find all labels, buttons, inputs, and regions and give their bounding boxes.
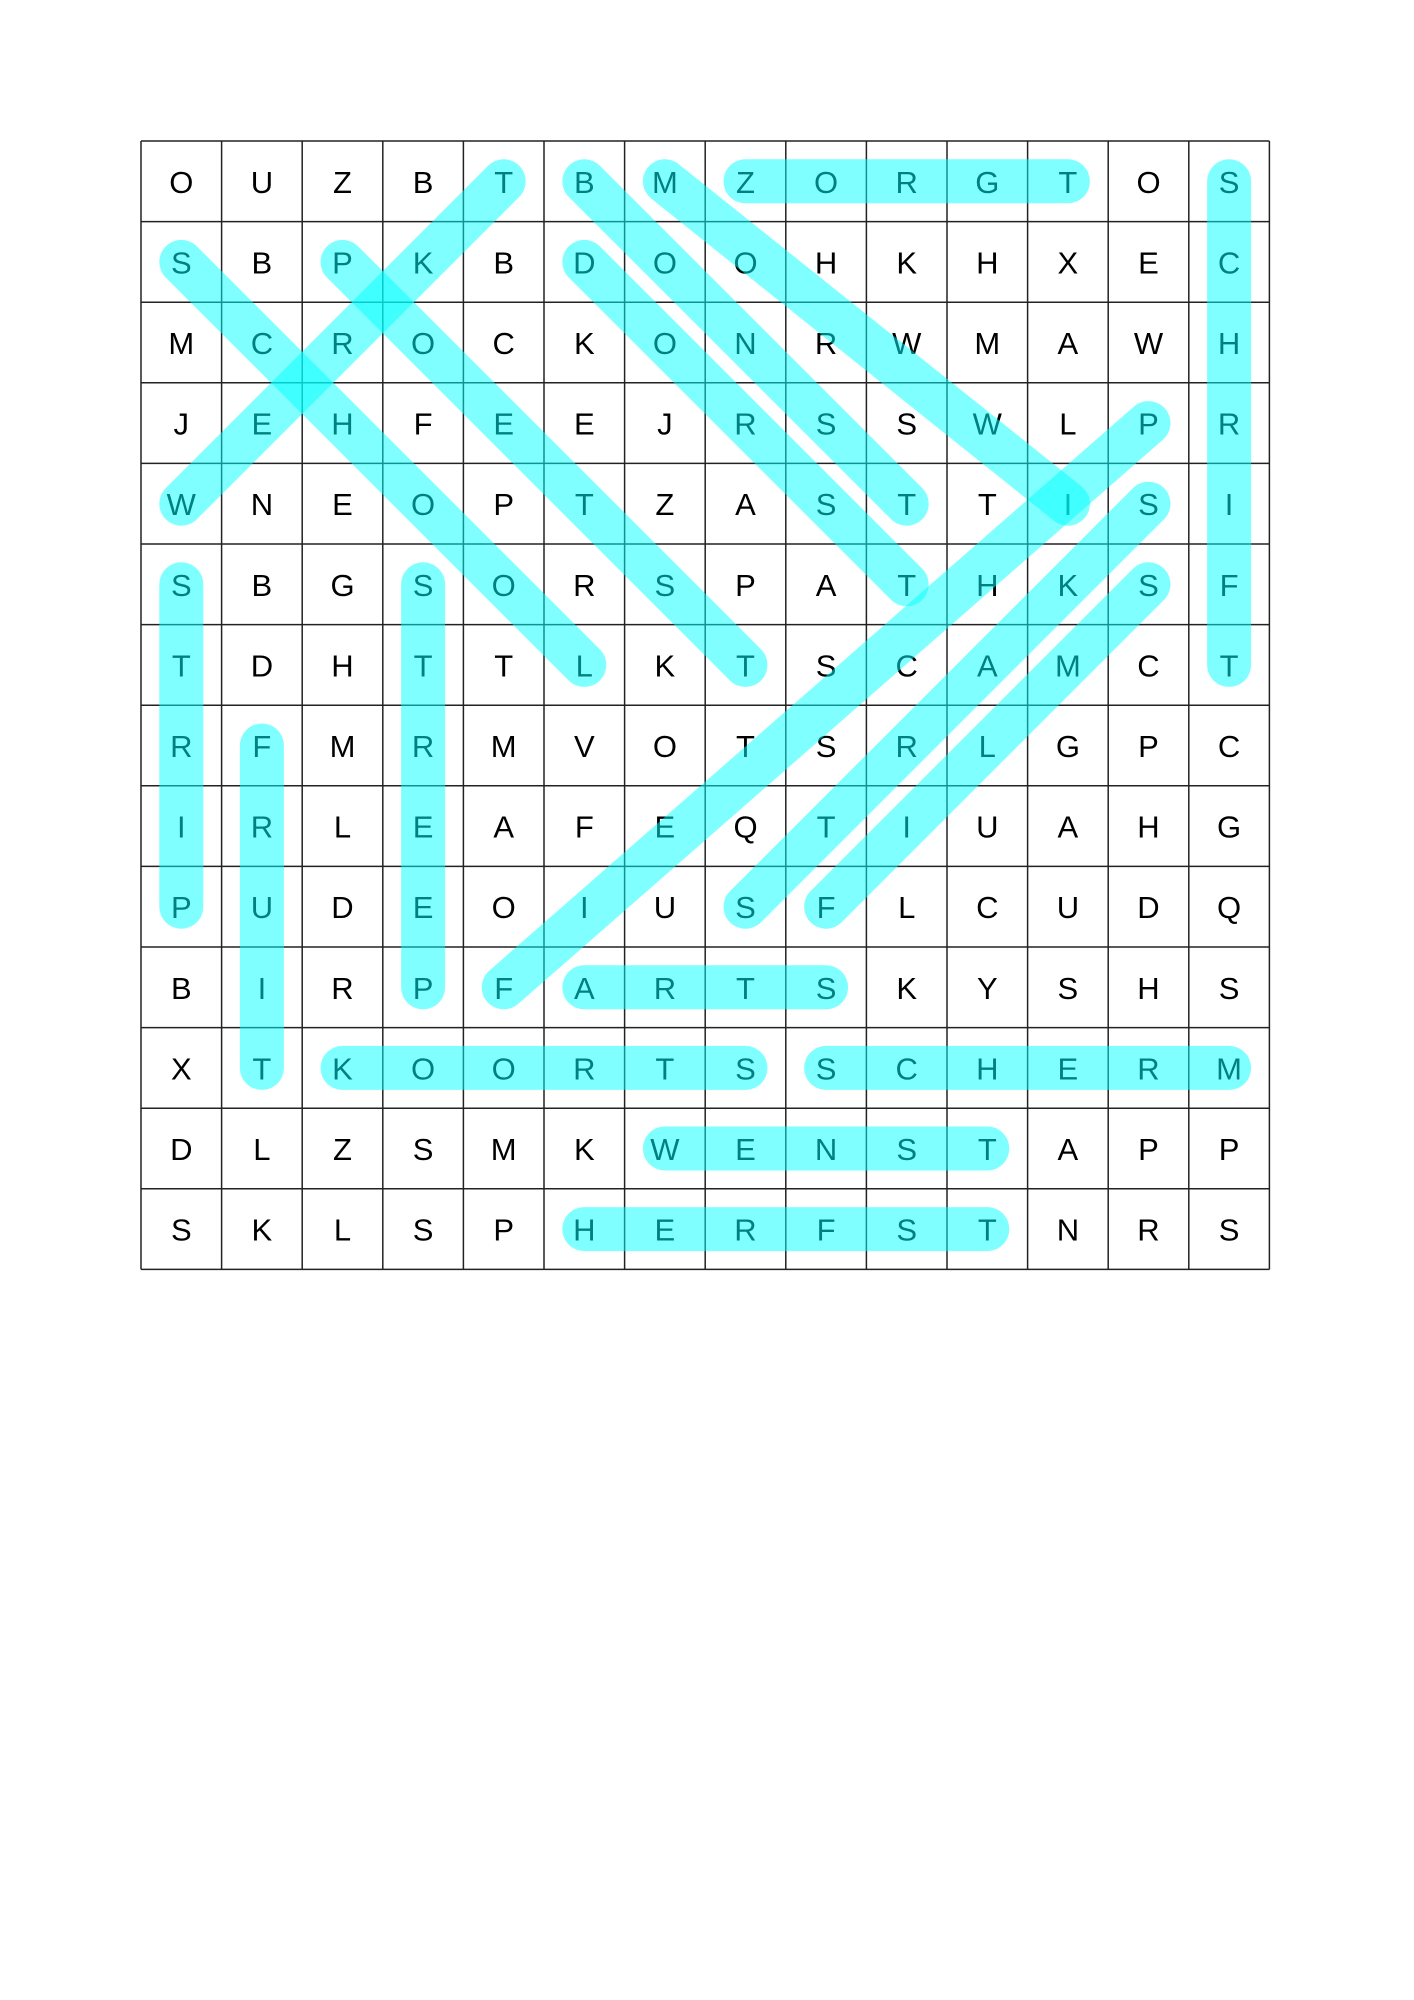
grid-letter[interactable]: K — [654, 648, 676, 684]
grid-letter[interactable]: R — [573, 1051, 596, 1087]
grid-letter[interactable]: O — [491, 890, 516, 926]
grid-letter[interactable]: R — [734, 406, 757, 442]
grid-letter[interactable]: R — [1217, 406, 1241, 442]
grid-letter[interactable]: D — [1137, 890, 1160, 926]
grid-letter[interactable]: U — [653, 890, 677, 926]
grid-letter[interactable]: T — [574, 487, 594, 523]
grid-letter[interactable]: S — [1218, 1212, 1240, 1248]
grid-letter[interactable]: O — [733, 245, 758, 281]
grid-letter[interactable]: Y — [976, 970, 998, 1006]
grid-letter[interactable]: M — [168, 326, 195, 361]
grid-letter[interactable]: N — [1056, 1212, 1080, 1248]
grid-letter[interactable]: R — [331, 970, 354, 1006]
grid-letter[interactable]: X — [1057, 245, 1079, 281]
grid-letter[interactable]: S — [654, 567, 676, 603]
grid-letter[interactable]: U — [1056, 890, 1080, 926]
grid-letter[interactable]: E — [412, 809, 434, 845]
grid-letter[interactable]: B — [412, 164, 434, 200]
grid-letter[interactable]: E — [573, 406, 595, 442]
grid-letter[interactable]: H — [1137, 809, 1160, 845]
grid-letter[interactable]: O — [652, 729, 677, 764]
grid-letter[interactable]: C — [1217, 245, 1241, 281]
grid-letter[interactable]: S — [1057, 970, 1079, 1006]
grid-letter[interactable]: T — [655, 1051, 675, 1087]
grid-letter[interactable]: M — [490, 1132, 517, 1167]
grid-letter[interactable]: J — [657, 406, 673, 442]
grid-letter[interactable]: R — [331, 326, 354, 361]
grid-letter[interactable]: E — [493, 406, 515, 442]
grid-letter[interactable]: A — [815, 567, 837, 603]
grid-letter[interactable]: O — [411, 1051, 436, 1087]
grid-letter[interactable]: D — [250, 648, 274, 684]
grid-letter[interactable]: S — [412, 567, 434, 603]
grid-letter[interactable]: I — [579, 890, 589, 926]
grid-letter[interactable]: R — [573, 567, 596, 603]
grid-letter[interactable]: S — [170, 245, 192, 281]
grid-letter[interactable]: I — [902, 809, 912, 845]
grid-letter[interactable]: O — [411, 326, 436, 361]
grid-letter[interactable]: L — [253, 1132, 271, 1167]
grid-letter[interactable]: R — [653, 970, 677, 1006]
grid-letter[interactable]: O — [411, 487, 436, 523]
grid-letter[interactable]: T — [897, 487, 917, 523]
grid-letter[interactable]: S — [412, 1212, 434, 1248]
grid-letter[interactable]: T — [977, 1212, 997, 1248]
grid-letter[interactable]: P — [1218, 1132, 1240, 1167]
grid-letter[interactable]: S — [170, 1212, 192, 1248]
grid-letter[interactable]: I — [176, 809, 186, 845]
grid-letter[interactable]: B — [251, 567, 273, 603]
grid-letter[interactable]: A — [976, 648, 998, 684]
grid-letter[interactable]: L — [333, 809, 352, 845]
grid-letter[interactable]: D — [331, 890, 354, 926]
grid-letter[interactable]: U — [250, 890, 274, 926]
grid-letter[interactable]: T — [413, 648, 433, 684]
grid-letter[interactable]: R — [250, 809, 274, 845]
grid-letter[interactable]: P — [1138, 1132, 1159, 1167]
grid-letter[interactable]: H — [573, 1212, 596, 1248]
grid-letter[interactable]: M — [1216, 1051, 1243, 1087]
grid-letter[interactable]: R — [1137, 1212, 1160, 1248]
grid-letter[interactable]: S — [815, 1051, 837, 1087]
grid-letter[interactable]: K — [896, 245, 918, 281]
grid-letter[interactable]: M — [490, 729, 517, 764]
grid-letter[interactable]: T — [736, 970, 755, 1006]
grid-letter[interactable]: L — [575, 648, 593, 684]
grid-letter[interactable]: E — [332, 487, 353, 523]
grid-letter[interactable]: K — [1057, 567, 1079, 603]
grid-letter[interactable]: M — [329, 729, 356, 764]
grid-letter[interactable]: C — [976, 890, 999, 926]
grid-letter[interactable]: K — [332, 1051, 353, 1087]
grid-letter[interactable]: T — [494, 648, 514, 684]
grid-letter[interactable]: C — [895, 1051, 918, 1087]
grid-letter[interactable]: T — [1058, 164, 1078, 200]
grid-letter[interactable]: H — [331, 648, 354, 684]
grid-letter[interactable]: T — [977, 487, 997, 523]
grid-letter[interactable]: R — [734, 1212, 757, 1248]
grid-letter[interactable]: U — [250, 164, 274, 200]
grid-letter[interactable]: A — [1057, 1132, 1079, 1167]
grid-letter[interactable]: B — [170, 970, 192, 1006]
grid-letter[interactable]: G — [1055, 729, 1080, 764]
grid-letter[interactable]: F — [494, 970, 514, 1006]
grid-letter[interactable]: S — [815, 729, 837, 764]
grid-letter[interactable]: T — [1219, 648, 1239, 684]
grid-letter[interactable]: L — [1059, 406, 1077, 442]
grid-letter[interactable]: P — [170, 890, 192, 926]
grid-letter[interactable]: N — [250, 487, 274, 523]
grid-letter[interactable]: R — [895, 164, 918, 200]
grid-letter[interactable]: S — [896, 406, 918, 442]
grid-letter[interactable]: A — [735, 487, 756, 523]
grid-letter[interactable]: V — [573, 729, 595, 764]
grid-letter[interactable]: X — [170, 1051, 192, 1087]
grid-letter[interactable]: G — [975, 164, 1000, 200]
grid-letter[interactable]: H — [1217, 326, 1241, 361]
grid-letter[interactable]: S — [815, 970, 837, 1006]
grid-letter[interactable]: P — [1138, 406, 1159, 442]
grid-letter[interactable]: Z — [655, 487, 675, 523]
grid-letter[interactable]: E — [735, 1132, 756, 1167]
grid-letter[interactable]: K — [251, 1212, 273, 1248]
grid-letter[interactable]: R — [895, 729, 918, 764]
grid-letter[interactable]: E — [251, 406, 273, 442]
grid-letter[interactable]: H — [976, 567, 999, 603]
grid-letter[interactable]: T — [736, 729, 755, 764]
grid-letter[interactable]: L — [898, 890, 916, 926]
grid-letter[interactable]: S — [1218, 970, 1240, 1006]
grid-letter[interactable]: P — [493, 1212, 515, 1248]
grid-letter[interactable]: E — [412, 890, 434, 926]
grid-letter[interactable]: R — [1137, 1051, 1160, 1087]
grid-letter[interactable]: L — [978, 729, 996, 764]
grid-letter[interactable]: J — [173, 406, 190, 442]
grid-letter[interactable]: N — [814, 1132, 838, 1167]
grid-letter[interactable]: S — [170, 567, 192, 603]
grid-letter[interactable]: P — [493, 487, 515, 523]
grid-letter[interactable]: H — [1137, 970, 1160, 1006]
grid-letter[interactable]: W — [972, 406, 1002, 442]
grid-letter[interactable]: P — [735, 567, 756, 603]
grid-letter[interactable]: F — [816, 890, 836, 926]
grid-letter[interactable]: T — [897, 567, 917, 603]
grid-letter[interactable]: D — [573, 245, 596, 281]
grid-letter[interactable]: Z — [736, 164, 755, 200]
grid-letter[interactable]: L — [333, 1212, 352, 1248]
grid-letter[interactable]: W — [166, 487, 196, 523]
grid-letter[interactable]: D — [170, 1132, 193, 1167]
grid-letter[interactable]: O — [491, 1051, 516, 1087]
grid-letter[interactable]: A — [1057, 326, 1079, 361]
grid-letter[interactable]: F — [816, 1212, 836, 1248]
grid-letter[interactable]: P — [332, 245, 353, 281]
grid-letter[interactable]: C — [250, 326, 274, 361]
grid-letter[interactable]: O — [169, 164, 194, 200]
found-word-highlight — [826, 584, 1148, 906]
grid-letter[interactable]: C — [895, 648, 918, 684]
grid-letter[interactable]: E — [654, 1212, 676, 1248]
grid-letter[interactable]: O — [1136, 164, 1161, 200]
grid-letter[interactable]: I — [1063, 487, 1073, 523]
grid-letter[interactable]: S — [1218, 164, 1240, 200]
grid-letter[interactable]: S — [735, 1051, 756, 1087]
grid-letter[interactable]: E — [1138, 245, 1159, 281]
grid-letter[interactable]: I — [257, 970, 267, 1006]
grid-letter[interactable]: S — [896, 1132, 918, 1167]
grid-letter[interactable]: I — [1224, 487, 1234, 523]
grid-letter[interactable]: O — [652, 245, 677, 281]
grid-letter[interactable]: N — [734, 326, 757, 361]
grid-letter[interactable]: K — [412, 245, 434, 281]
grid-letter[interactable]: F — [252, 729, 272, 764]
grid-letter[interactable]: E — [1057, 1051, 1079, 1087]
grid-letter[interactable]: F — [413, 406, 433, 442]
grid-letter[interactable]: W — [1133, 326, 1164, 361]
grid-letter[interactable]: F — [1219, 567, 1239, 603]
grid-letter[interactable]: T — [736, 648, 755, 684]
grid-letter[interactable]: Z — [333, 1132, 352, 1167]
grid-letter[interactable]: B — [573, 164, 595, 200]
grid-letter[interactable]: Q — [733, 809, 758, 845]
grid-letter[interactable]: M — [1054, 648, 1081, 684]
grid-letter[interactable]: C — [492, 326, 515, 361]
grid-letter[interactable]: S — [412, 1132, 434, 1167]
grid-letter[interactable]: H — [976, 245, 999, 281]
grid-letter[interactable]: W — [650, 1132, 680, 1167]
grid-letter[interactable]: B — [493, 245, 515, 281]
grid-letter[interactable]: P — [412, 970, 434, 1006]
grid-letter[interactable]: H — [976, 1051, 999, 1087]
grid-letter[interactable]: S — [815, 648, 837, 684]
grid-letter[interactable]: E — [654, 809, 676, 845]
grid-letter[interactable]: G — [330, 567, 355, 603]
grid-letter[interactable]: S — [896, 1212, 918, 1248]
grid-letter[interactable]: S — [735, 890, 756, 926]
grid-letter[interactable]: F — [574, 809, 594, 845]
grid-letter[interactable]: S — [815, 406, 837, 442]
found-word-highlight — [181, 181, 503, 503]
grid-letter[interactable]: Q — [1217, 890, 1242, 926]
grid-letter[interactable]: P — [1138, 729, 1159, 764]
grid-letter[interactable]: C — [1137, 648, 1160, 684]
grid-letter[interactable]: K — [896, 970, 918, 1006]
grid-letter[interactable]: O — [491, 567, 516, 603]
grid-letter[interactable]: K — [573, 1132, 595, 1167]
grid-letter[interactable]: T — [252, 1051, 272, 1087]
grid-letter[interactable]: B — [251, 245, 273, 281]
grid-letter[interactable]: U — [976, 809, 999, 845]
grid-letter[interactable]: G — [1217, 809, 1242, 845]
grid-letter[interactable]: O — [652, 326, 677, 361]
grid-letter[interactable]: A — [1057, 809, 1079, 845]
grid-letter[interactable]: M — [651, 164, 678, 200]
grid-letter[interactable]: S — [1138, 487, 1159, 523]
grid-letter[interactable]: K — [573, 326, 595, 361]
grid-letter[interactable]: O — [814, 164, 839, 200]
grid-letter[interactable]: S — [1138, 567, 1159, 603]
grid-letter[interactable]: T — [494, 164, 514, 200]
grid-letter[interactable]: R — [170, 729, 193, 764]
grid-letter[interactable]: T — [977, 1132, 997, 1167]
grid-letter[interactable]: R — [411, 729, 435, 764]
grid-letter[interactable]: A — [573, 970, 595, 1006]
grid-letter[interactable]: C — [1217, 729, 1241, 764]
grid-letter[interactable]: T — [816, 809, 836, 845]
grid-letter[interactable]: Z — [333, 164, 352, 200]
grid-letter[interactable]: M — [974, 326, 1001, 361]
grid-letter[interactable]: H — [331, 406, 354, 442]
grid-letter[interactable]: S — [815, 487, 837, 523]
grid-letter[interactable]: W — [892, 326, 922, 361]
grid-letter[interactable]: T — [171, 648, 191, 684]
grid-letter[interactable]: R — [814, 326, 838, 361]
grid-letter[interactable]: A — [493, 809, 515, 845]
grid-letter[interactable]: H — [814, 245, 838, 281]
